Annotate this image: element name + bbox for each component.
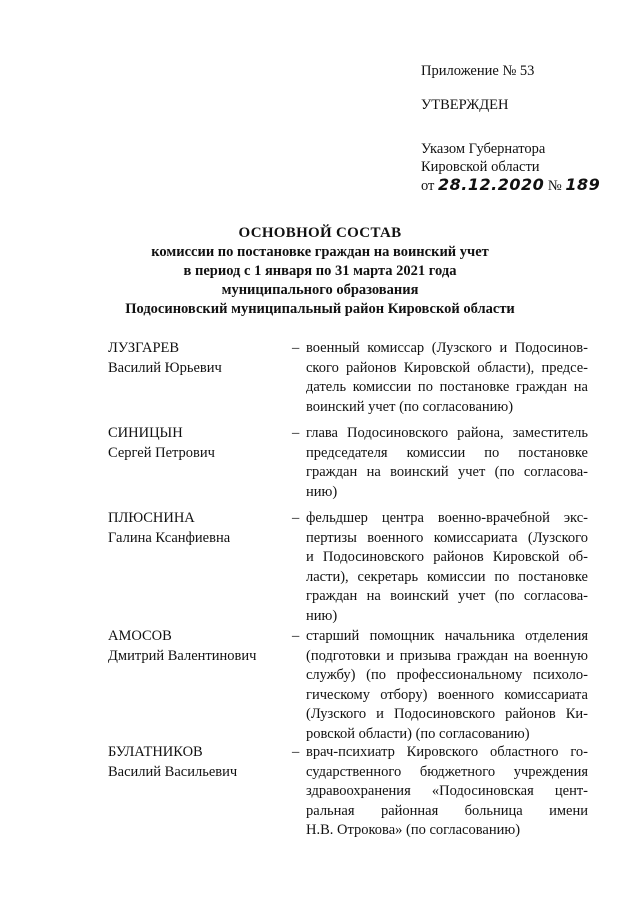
member-name (108, 627, 288, 666)
title-line-4: Подосиновский муниципальный район Кировской области (125, 301, 515, 317)
member-name (108, 424, 288, 463)
role-line: ровской области) (по согласованию) (306, 725, 530, 742)
member-name (108, 339, 288, 378)
role-line: ского районов Кировской области), предсе- (306, 359, 588, 376)
member-surname: ЛУЗГАРЕВ (108, 340, 180, 356)
role-line: нию) (306, 607, 338, 624)
role-line: датель комиссии по постановке граждан на (306, 379, 588, 395)
handwritten-date: 28.12.2020 (438, 175, 545, 194)
role-line: врач-психиатр Кировского областного го- (306, 744, 588, 760)
role-line: глава Подосиновского района, заместитель (306, 425, 588, 441)
role-line: пертизы военного комиссариата (Лузского (306, 529, 588, 546)
role-line: ральная районная больница имени (306, 802, 588, 819)
role-line: службу) (по профессиональному психоло- (306, 667, 588, 683)
role-line: (Лузского и Подосиновского районов Ки- (306, 706, 588, 722)
member-role (306, 743, 588, 841)
role-line: военный комиссар (Лузского и Подосинов- (306, 340, 588, 356)
member-name (108, 743, 288, 782)
member-surname: СИНИЦЫН (108, 425, 183, 441)
role-line: председателя комиссии по постановке (306, 444, 588, 461)
member-role (306, 627, 588, 744)
member-given-name: Дмитрий Валентинович (108, 647, 257, 664)
appendix-number: Приложение № 53 (421, 63, 535, 79)
role-line: и Подосиновского районов Кировской об- (306, 549, 588, 565)
role-line: фельдшер центра военно-врачебной экс- (306, 510, 588, 526)
title-line-3: муниципального образования (221, 282, 419, 298)
dash-separator: – (292, 510, 300, 526)
role-line: гическому отбору) военного комиссариата (306, 686, 588, 703)
handwritten-number: 189 (565, 175, 601, 194)
dash-separator: – (292, 425, 300, 441)
role-line: граждан на воинский учет (по согласова- (306, 464, 588, 480)
dash-separator: – (292, 744, 300, 760)
document-title (0, 224, 640, 319)
title-line-2: в период с 1 января по 31 марта 2021 года (183, 263, 457, 279)
role-line: граждан на воинский учет (по согласова- (306, 588, 588, 604)
role-line: Н.В. Отрокова» (по согласованию) (306, 822, 521, 838)
role-line: сударственного бюджетного учреждения (306, 763, 588, 780)
number-sign: № (547, 178, 562, 194)
date-prefix: от (421, 178, 435, 194)
role-line: ласти), секретарь комиссии по постановке (306, 568, 588, 585)
member-surname: БУЛАТНИКОВ (108, 744, 203, 760)
dash-separator: – (292, 340, 300, 356)
decree-line-2: Кировской области (421, 159, 540, 175)
role-line: нию) (306, 483, 338, 500)
approved-label: УТВЕРЖДЕН (421, 97, 509, 113)
member-surname: ПЛЮСНИНА (108, 510, 195, 526)
title-main: ОСНОВНОЙ СОСТАВ (238, 225, 402, 241)
member-surname: АМОСОВ (108, 628, 172, 644)
member-role (306, 509, 588, 626)
member-given-name: Галина Ксанфиевна (108, 529, 231, 546)
role-line: здравоохранения «Подосиновская цент- (306, 783, 588, 799)
member-name (108, 509, 288, 548)
member-given-name: Василий Юрьевич (108, 359, 222, 376)
member-role (306, 424, 588, 502)
title-line-1: комиссии по постановке граждан на воинский учет (151, 244, 489, 260)
role-line: воинский учет (по согласованию) (306, 398, 514, 415)
member-given-name: Сергей Петрович (108, 444, 215, 461)
member-given-name: Василий Васильевич (108, 763, 238, 780)
decree-line-1: Указом Губернатора (421, 141, 546, 157)
dash-separator: – (292, 628, 300, 644)
approval-block (421, 62, 621, 195)
role-line: (подготовки и призыва граждан на военную (306, 647, 588, 664)
decree-date-line (421, 176, 621, 195)
member-role (306, 339, 588, 417)
role-line: старший помощник начальника отделения (306, 628, 588, 644)
